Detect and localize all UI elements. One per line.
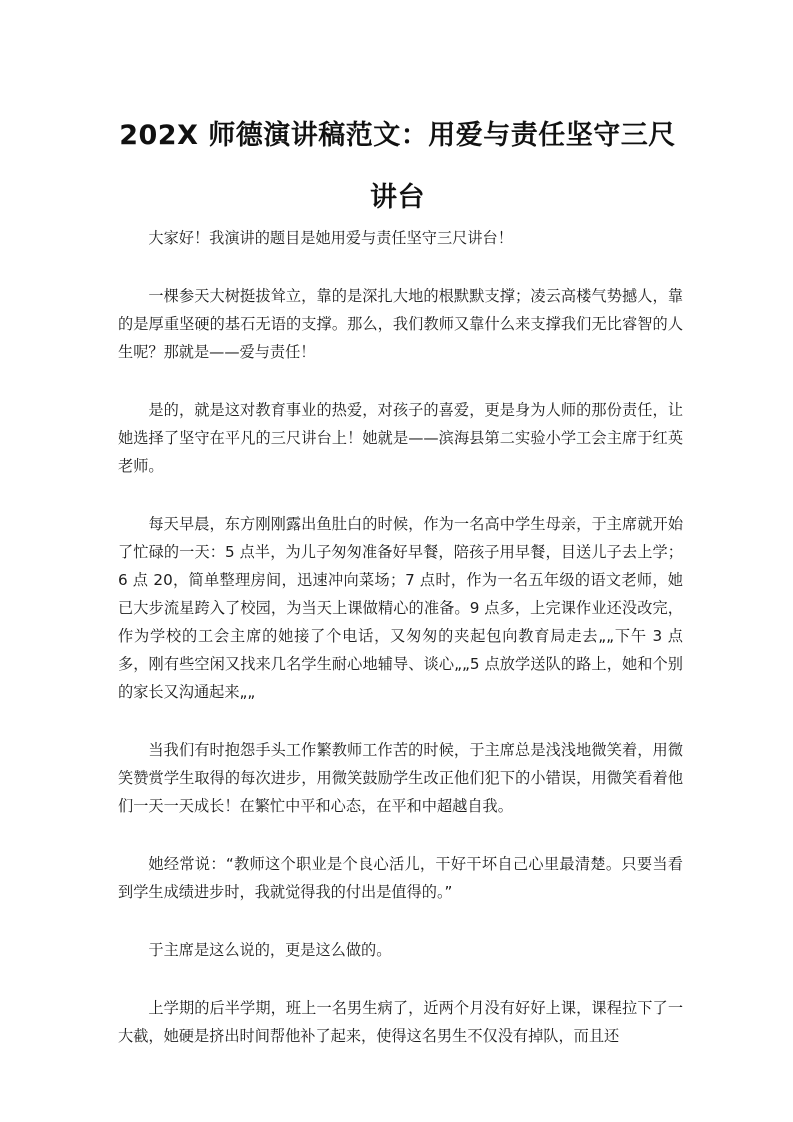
- paragraph-words-and-deeds: 于主席是这么说的，更是这么做的。: [148, 941, 392, 959]
- document-body: [118, 224, 683, 1080]
- paragraph-tree-metaphor: 一棵参天大树挺拔耸立，靠的是深扎大地的根默默支撑；凌云高楼气势撼人，靠的是厚重坚硬的基石无语的支撑。那么，我们教师又靠什么来支撑我们无比睿智的人生呢？那就是——爱与责任！: [118, 287, 683, 361]
- paragraph-tutoring: 上学期的后半学期，班上一名男生病了，近两个月没有好好上课，课程拉下了一大截，她硬是挤出时间帮他补了起来，使得这名男生不仅没有掉队，而且还: [118, 999, 683, 1045]
- paragraph-smile: 当我们有时抱怨手头工作繁教师工作苦的时候，于主席总是浅浅地微笑着，用微笑赞赏学生取得的每次进步，用微笑鼓励学生改正他们犯下的小错误，用微笑看着他们一天一天成长！在繁忙中平和心态，在平和中超越自我。: [118, 741, 683, 815]
- paragraph-daily-routine: 每天早晨，东方刚刚露出鱼肚白的时候，作为一名高中学生母亲，于主席就开始了忙碌的一天：5 点半，为儿子匆匆准备好早餐，陪孩子用早餐，目送儿子去上学；6 点 20，简单整理房间，迅速冲向菜场；7 点时，作为一名五年级的语文老师，她已大步流星跨入了校园，为当天上课做精心的准备。9 点多，上完课作业还没改完，作为学校的工会主席的她接了个电话，又匆匆的夹起包向教育局走去„„下午 3 点多，刚有些空闲又找来几名学生耐心地辅导、谈心„„5 点放学送队的路上，她和个别的家长又沟通起来„„: [118, 515, 683, 701]
- paragraph-introduction: 是的，就是这对教育事业的热爱，对孩子的喜爱，更是身为人师的那份责任，让她选择了坚守在平凡的三尺讲台上！她就是——滨海县第二实验小学工会主席于红英老师。: [118, 401, 683, 475]
- document-title: 202X 师德演讲稿范文：用爱与责任坚守三尺讲台: [119, 120, 676, 213]
- paragraph-greeting: 大家好！我演讲的题目是她用爱与责任坚守三尺讲台！: [148, 229, 513, 247]
- paragraph-quote: 她经常说：“教师这个职业是个良心活儿，干好干坏自己心里最清楚。只要当看到学生成绩进步时，我就觉得我的付出是值得的。”: [118, 855, 683, 901]
